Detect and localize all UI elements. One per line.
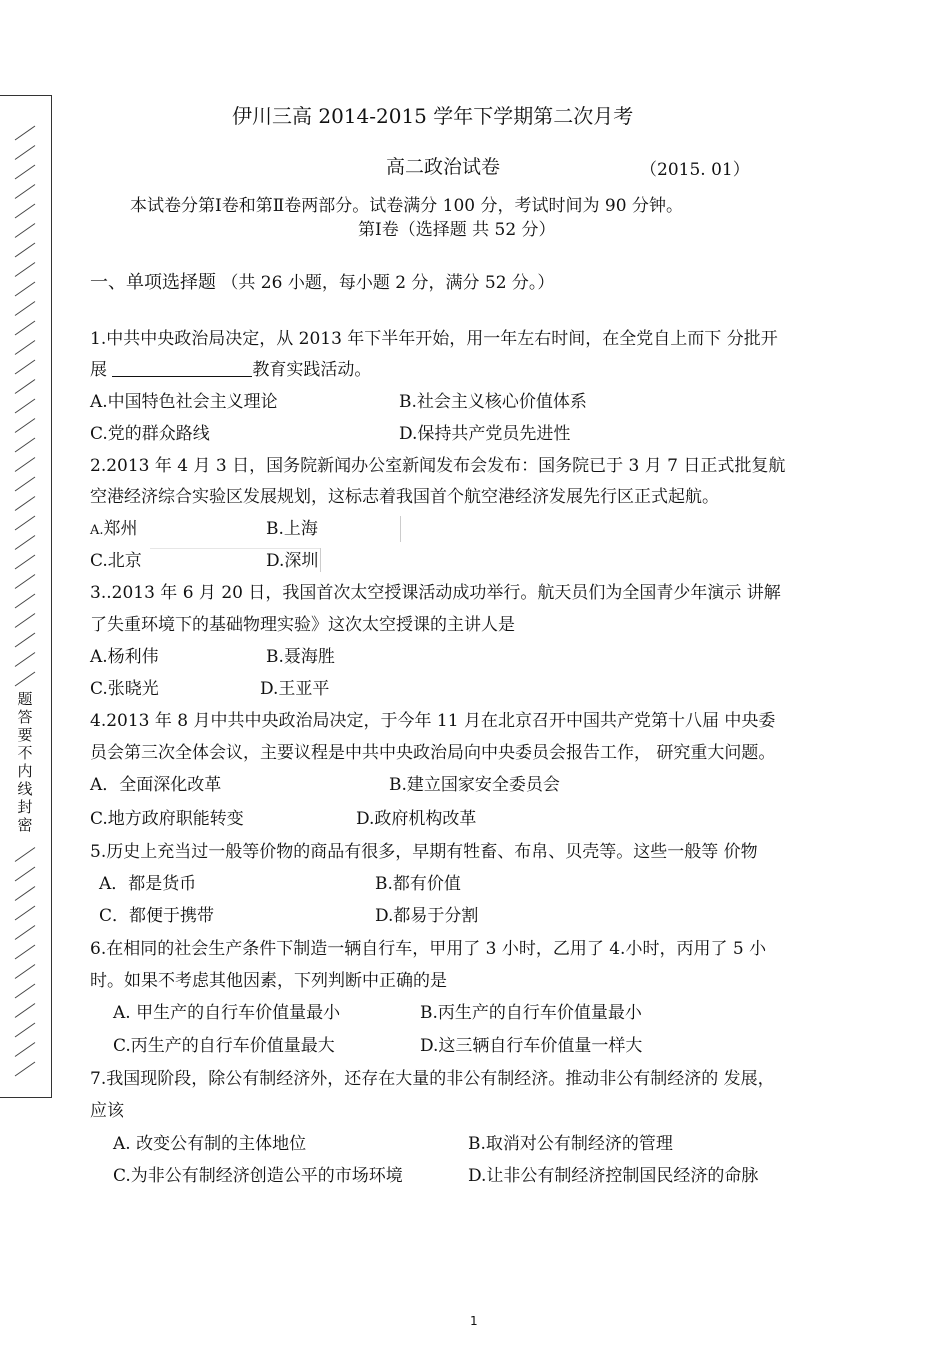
q5-option-a: A．都是货币 [99,874,197,894]
q2-option-c: C.北京 [90,551,142,571]
hatch-line [15,243,35,257]
hatch-line [15,555,35,569]
table-cell-border [90,516,401,542]
hatch-line [15,146,35,160]
q6-stem-line2: 时。如果不考虑其他因素，下列判断中正确的是 [90,971,447,991]
q4-option-c: C.地方政府职能转变 [90,809,244,829]
hatch-line [15,282,35,296]
q7-option-c: C.为非公有制经济创造公平的市场环境 [113,1166,403,1186]
q1-stem-line2 [90,359,371,381]
table-cell-border [90,548,321,572]
q5-stem-line1: 5.历史上充当过一般等价物的商品有很多，早期有牲畜、布帛、贝壳等。这些一般等 价物 [90,842,758,862]
q6-stem-line1: 6.在相同的社会生产条件下制造一辆自行车，甲用了 3 小时，乙用了 4.小时，丙用了 5 小 [90,939,767,959]
q2-stem-line2: 空港经济综合实验区发展规划，这标志着我国首个航空港经济发展先行区正式起航。 [90,487,719,507]
exam-subtitle: 高二政治试卷 [386,156,501,178]
seal-char: 内 [17,762,33,780]
exam-note: 本试卷分第Ⅰ卷和第Ⅱ卷两部分。试卷满分 100 分，考试时间为 90 分钟。 [130,196,683,216]
q1-option-d: D.保持共产党员先进性 [399,424,571,444]
hatch-line [15,204,35,218]
seal-char: 密 [17,816,33,834]
hatch-line [15,185,35,199]
q6-option-d: D.这三辆自行车价值量一样大 [420,1036,643,1056]
q3-option-d: D.王亚平 [260,679,330,699]
seal-char: 答 [17,708,33,726]
hatch-line [15,516,35,530]
seal-hatch-lines [0,96,52,1099]
seal-char: 封 [17,798,33,816]
hatch-line [15,965,35,979]
q2-option-b: B.上海 [266,519,318,539]
hatch-line [15,497,35,511]
q4-stem-line2: 员会第三次全体会议，主要议程是中共中央政治局向中央委员会报告工作， 研究重大问题。 [90,743,776,763]
q3-stem-line2: 了失重环境下的基础物理实验》这次太空授课的主讲人是 [90,615,515,635]
q2-option-a-text: 郑州 [103,519,138,539]
hatch-line [15,945,35,959]
q7-option-d: D.让非公有制经济控制国民经济的命脉 [468,1166,759,1186]
q3-option-a: A.杨利伟 [90,647,159,667]
hatch-line [15,1004,35,1018]
seal-char: 线 [17,780,33,798]
q4-option-b: B.建立国家安全委员会 [389,775,560,795]
q7-stem-line2: 应该 [90,1101,124,1121]
hatch-line [15,984,35,998]
hatch-line [15,165,35,179]
hatch-line [15,263,35,277]
q3-option-c: C.张晓光 [90,679,159,699]
page-number: 1 [470,1314,478,1328]
q3-option-b: B.聂海胜 [266,647,335,667]
q7-option-a: A. 改变公有制的主体地位 [113,1134,307,1154]
q4-option-a: A．全面深化改革 [90,775,222,795]
hatch-line [15,536,35,550]
seal-char: 题 [17,690,33,708]
hatch-line [15,360,35,374]
q7-option-b: B.取消对公有制经济的管理 [468,1134,673,1154]
hatch-line [15,1023,35,1037]
section-info: （共 26 小题，每小题 2 分，满分 52 分。） [221,273,555,293]
hatch-line [15,302,35,316]
q1-option-b: B.社会主义核心价值体系 [399,392,587,412]
hatch-line [15,126,35,140]
hatch-line [15,458,35,472]
q1-option-c: C.党的群众路线 [90,424,210,444]
hatch-line [15,419,35,433]
q4-stem-line1: 4.2013 年 8 月中共中央政治局决定，于今年 11 月在北京召开中国共产党第十八届 中央委 [90,711,776,731]
q6-option-b: B.丙生产的自行车价值量最小 [420,1003,642,1023]
hatch-line [15,614,35,628]
hatch-line [15,321,35,335]
hatch-line [15,867,35,881]
q1-option-a: A.中国特色社会主义理论 [90,392,278,412]
q2-option-a-letter: A. [90,523,104,538]
hatch-line [15,672,35,686]
seal-margin [0,95,52,1098]
hatch-line [15,926,35,940]
seal-text [14,690,36,834]
q5-option-b: B.都有价值 [375,874,461,894]
q7-stem-line1: 7.我国现阶段，除公有制经济外，还存在大量的非公有制经济。推动非公有制经济的 发展， [90,1069,775,1089]
hatch-line [15,1062,35,1076]
part-one-heading: 第Ⅰ卷（选择题 共 52 分） [358,220,556,240]
hatch-line [15,575,35,589]
seal-char: 要 [17,726,33,744]
q5-option-d: D.都易于分割 [375,906,479,926]
exam-title: 伊川三高 2014-2015 学年下学期第二次月考 [232,104,634,128]
q1-stem-suffix: 教育实践活动。 [252,360,372,380]
q1-stem-line1: 1.中共中央政治局决定，从 2013 年下半年开始，用一年左右时间，在全党自上而下 分批开 [90,329,778,349]
q4-option-d: D.政府机构改革 [356,809,477,829]
hatch-line [15,224,35,238]
hatch-line [15,380,35,394]
hatch-line [15,1043,35,1057]
hatch-line [15,848,35,862]
hatch-line [15,399,35,413]
hatch-line [15,594,35,608]
exam-date: （2015. 01） [640,160,750,180]
q6-option-c: C.丙生产的自行车价值量最大 [113,1036,335,1056]
hatch-line [15,438,35,452]
q2-stem-line1: 2.2013 年 4 月 3 日，国务院新闻办公室新闻发布会发布：国务院已于 3 月 7 日正式批复航 [90,456,786,476]
answer-blank [112,360,252,377]
hatch-line [15,477,35,491]
hatch-line [15,633,35,647]
hatch-line [15,906,35,920]
q2-option-d: D.深圳 [266,551,319,571]
q1-stem-prefix: 展 [90,360,113,380]
q5-option-c: C．都便于携带 [99,906,215,926]
section-heading [90,272,554,294]
hatch-line [15,887,35,901]
q3-stem-line1: 3..2013 年 6 月 20 日，我国首次太空授课活动成功举行。航天员们为全国青少年演示 讲解 [90,583,781,603]
hatch-line [15,653,35,667]
section-title: 一、单项选择题 [90,272,216,293]
q6-option-a: A. 甲生产的自行车价值量最小 [113,1003,341,1023]
hatch-line [15,341,35,355]
seal-char: 不 [17,744,33,762]
